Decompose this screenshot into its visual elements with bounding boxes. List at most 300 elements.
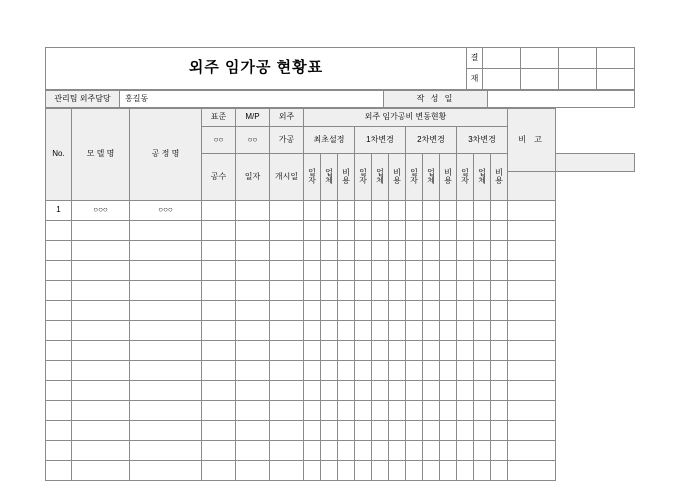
cell-vendor-1[interactable] — [321, 361, 338, 381]
cell-outsourcing[interactable] — [270, 421, 304, 441]
cell-cost-2[interactable] — [389, 341, 406, 361]
cell-cost-4[interactable] — [491, 241, 508, 261]
cell-date-1[interactable] — [304, 381, 321, 401]
cell-remark[interactable] — [508, 341, 556, 361]
table-row[interactable] — [46, 241, 635, 261]
cell-cost-1[interactable] — [338, 281, 355, 301]
cell-mp[interactable] — [236, 221, 270, 241]
cell-no[interactable] — [46, 421, 72, 441]
cell-vendor-1[interactable] — [321, 341, 338, 361]
cell-vendor-2[interactable] — [372, 461, 389, 481]
cell-vendor-3[interactable] — [423, 341, 440, 361]
table-row[interactable] — [46, 301, 635, 321]
cell-cost-4[interactable] — [491, 281, 508, 301]
cell-date-2[interactable] — [355, 341, 372, 361]
cell-date-4[interactable] — [457, 221, 474, 241]
approval-box-4[interactable] — [597, 48, 635, 69]
cell-cost-3[interactable] — [440, 301, 457, 321]
cell-vendor-4[interactable] — [474, 321, 491, 341]
cell-process[interactable] — [130, 301, 202, 321]
approval-sign-1[interactable] — [483, 69, 521, 90]
cell-mp[interactable] — [236, 281, 270, 301]
cell-model[interactable] — [72, 281, 130, 301]
cell-std[interactable] — [202, 281, 236, 301]
cell-std[interactable] — [202, 341, 236, 361]
cell-outsourcing[interactable] — [270, 301, 304, 321]
cell-vendor-2[interactable] — [372, 341, 389, 361]
approval-sign-3[interactable] — [559, 69, 597, 90]
cell-cost-4[interactable] — [491, 321, 508, 341]
cell-std[interactable] — [202, 241, 236, 261]
cell-cost-1[interactable] — [338, 321, 355, 341]
cell-cost-3[interactable] — [440, 441, 457, 461]
cell-cost-1[interactable] — [338, 201, 355, 221]
cell-vendor-4[interactable] — [474, 281, 491, 301]
cell-cost-3[interactable] — [440, 241, 457, 261]
cell-process[interactable] — [130, 421, 202, 441]
cell-vendor-2[interactable] — [372, 301, 389, 321]
cell-cost-2[interactable] — [389, 421, 406, 441]
cell-vendor-3[interactable] — [423, 441, 440, 461]
cell-cost-3[interactable] — [440, 341, 457, 361]
cell-std[interactable] — [202, 321, 236, 341]
table-row[interactable] — [46, 281, 635, 301]
table-row[interactable] — [46, 221, 635, 241]
cell-std[interactable] — [202, 201, 236, 221]
cell-date-4[interactable] — [457, 201, 474, 221]
cell-date-4[interactable] — [457, 281, 474, 301]
cell-vendor-2[interactable] — [372, 281, 389, 301]
cell-date-3[interactable] — [406, 361, 423, 381]
cell-model[interactable] — [72, 421, 130, 441]
cell-process[interactable] — [130, 461, 202, 481]
cell-process[interactable] — [130, 381, 202, 401]
cell-model[interactable] — [72, 321, 130, 341]
cell-outsourcing[interactable] — [270, 441, 304, 461]
cell-date-3[interactable] — [406, 381, 423, 401]
cell-cost-2[interactable] — [389, 261, 406, 281]
cell-cost-2[interactable] — [389, 361, 406, 381]
cell-vendor-3[interactable] — [423, 401, 440, 421]
cell-date-3[interactable] — [406, 261, 423, 281]
cell-outsourcing[interactable] — [270, 241, 304, 261]
cell-vendor-1[interactable] — [321, 221, 338, 241]
cell-cost-4[interactable] — [491, 461, 508, 481]
cell-vendor-1[interactable] — [321, 301, 338, 321]
cell-remark[interactable] — [508, 401, 556, 421]
cell-mp[interactable] — [236, 421, 270, 441]
cell-date-2[interactable] — [355, 281, 372, 301]
cell-vendor-1[interactable] — [321, 321, 338, 341]
cell-date-2[interactable] — [355, 321, 372, 341]
cell-date-1[interactable] — [304, 361, 321, 381]
cell-model[interactable] — [72, 441, 130, 461]
cell-cost-3[interactable] — [440, 261, 457, 281]
cell-date-1[interactable] — [304, 241, 321, 261]
cell-vendor-3[interactable] — [423, 321, 440, 341]
cell-date-4[interactable] — [457, 441, 474, 461]
table-row[interactable] — [46, 461, 635, 481]
cell-mp[interactable] — [236, 261, 270, 281]
cell-vendor-4[interactable] — [474, 381, 491, 401]
table-row[interactable] — [46, 361, 635, 381]
cell-model[interactable]: ○○○ — [72, 201, 130, 221]
cell-process[interactable] — [130, 441, 202, 461]
cell-vendor-2[interactable] — [372, 221, 389, 241]
cell-std[interactable] — [202, 461, 236, 481]
cell-mp[interactable] — [236, 441, 270, 461]
header-sub-date-4: 일 자 — [457, 154, 474, 201]
cell-no[interactable]: 1 — [46, 201, 72, 221]
cell-remark[interactable] — [508, 461, 556, 481]
cell-cost-4[interactable] — [491, 201, 508, 221]
cell-cost-1[interactable] — [338, 241, 355, 261]
cell-vendor-3[interactable] — [423, 461, 440, 481]
cell-std[interactable] — [202, 421, 236, 441]
cell-vendor-1[interactable] — [321, 421, 338, 441]
person-name-field[interactable]: 홍길동 — [120, 91, 384, 108]
cell-mp[interactable] — [236, 241, 270, 261]
cell-remark[interactable] — [508, 441, 556, 461]
cell-cost-3[interactable] — [440, 281, 457, 301]
cell-std[interactable] — [202, 401, 236, 421]
cell-date-1[interactable] — [304, 321, 321, 341]
cell-vendor-1[interactable] — [321, 441, 338, 461]
cell-model[interactable] — [72, 361, 130, 381]
cell-date-4[interactable] — [457, 421, 474, 441]
cell-vendor-2[interactable] — [372, 201, 389, 221]
cell-no[interactable] — [46, 301, 72, 321]
cell-vendor-3[interactable] — [423, 221, 440, 241]
cell-vendor-4[interactable] — [474, 441, 491, 461]
cell-outsourcing[interactable] — [270, 201, 304, 221]
cell-remark[interactable] — [508, 221, 556, 241]
cell-date-1[interactable] — [304, 301, 321, 321]
cell-model[interactable] — [72, 241, 130, 261]
cell-cost-4[interactable] — [491, 301, 508, 321]
cell-cost-4[interactable] — [491, 441, 508, 461]
cell-vendor-3[interactable] — [423, 421, 440, 441]
cell-std[interactable] — [202, 381, 236, 401]
cell-process[interactable] — [130, 221, 202, 241]
cell-date-3[interactable] — [406, 401, 423, 421]
cell-vendor-3[interactable] — [423, 361, 440, 381]
cell-vendor-3[interactable] — [423, 301, 440, 321]
cell-std[interactable] — [202, 221, 236, 241]
cell-vendor-4[interactable] — [474, 241, 491, 261]
cell-vendor-4[interactable] — [474, 361, 491, 381]
cell-date-4[interactable] — [457, 461, 474, 481]
cell-mp[interactable] — [236, 321, 270, 341]
cell-outsourcing[interactable] — [270, 341, 304, 361]
cell-date-2[interactable] — [355, 241, 372, 261]
cell-date-2[interactable] — [355, 221, 372, 241]
cell-date-3[interactable] — [406, 341, 423, 361]
cell-date-1[interactable] — [304, 401, 321, 421]
cell-remark[interactable] — [508, 281, 556, 301]
table-row[interactable] — [46, 441, 635, 461]
cell-cost-1[interactable] — [338, 441, 355, 461]
header-outsourcing: 외주 — [270, 109, 304, 127]
cell-vendor-2[interactable] — [372, 321, 389, 341]
cell-date-2[interactable] — [355, 461, 372, 481]
approval-label-bottom: 재 — [467, 69, 483, 90]
cell-date-4[interactable] — [457, 241, 474, 261]
cell-vendor-3[interactable] — [423, 241, 440, 261]
cell-mp[interactable] — [236, 301, 270, 321]
cell-vendor-1[interactable] — [321, 201, 338, 221]
cell-date-3[interactable] — [406, 441, 423, 461]
cell-cost-1[interactable] — [338, 421, 355, 441]
cell-date-4[interactable] — [457, 301, 474, 321]
cell-cost-2[interactable] — [389, 201, 406, 221]
cell-process[interactable] — [130, 241, 202, 261]
cell-std[interactable] — [202, 301, 236, 321]
cell-cost-1[interactable] — [338, 341, 355, 361]
cell-date-4[interactable] — [457, 341, 474, 361]
cell-cost-1[interactable] — [338, 301, 355, 321]
cell-process[interactable] — [130, 401, 202, 421]
cell-vendor-4[interactable] — [474, 301, 491, 321]
cell-process[interactable] — [130, 361, 202, 381]
cell-vendor-2[interactable] — [372, 381, 389, 401]
cell-remark[interactable] — [508, 261, 556, 281]
cell-date-2[interactable] — [355, 381, 372, 401]
table-row[interactable] — [46, 321, 635, 341]
cell-vendor-4[interactable] — [474, 261, 491, 281]
cell-date-3[interactable] — [406, 461, 423, 481]
cell-model[interactable] — [72, 401, 130, 421]
cell-cost-2[interactable] — [389, 281, 406, 301]
cell-date-3[interactable] — [406, 241, 423, 261]
cell-date-1[interactable] — [304, 441, 321, 461]
approval-sign-2[interactable] — [521, 69, 559, 90]
cell-process[interactable] — [130, 341, 202, 361]
cell-no[interactable] — [46, 441, 72, 461]
approval-sign-4[interactable] — [597, 69, 635, 90]
cell-model[interactable] — [72, 461, 130, 481]
cell-vendor-1[interactable] — [321, 261, 338, 281]
cell-remark[interactable] — [508, 321, 556, 341]
cell-vendor-3[interactable] — [423, 281, 440, 301]
cell-no[interactable] — [46, 461, 72, 481]
cell-date-2[interactable] — [355, 401, 372, 421]
cell-date-1[interactable] — [304, 341, 321, 361]
cell-process[interactable] — [130, 261, 202, 281]
header-sub-vendor-1: 업 체 — [321, 154, 338, 201]
cell-date-3[interactable] — [406, 221, 423, 241]
cell-cost-1[interactable] — [338, 221, 355, 241]
cell-vendor-4[interactable] — [474, 461, 491, 481]
cell-vendor-4[interactable] — [474, 401, 491, 421]
cell-mp[interactable] — [236, 201, 270, 221]
cell-cost-3[interactable] — [440, 461, 457, 481]
cell-cost-1[interactable] — [338, 381, 355, 401]
cell-no[interactable] — [46, 281, 72, 301]
cell-cost-3[interactable] — [440, 381, 457, 401]
cell-no[interactable] — [46, 241, 72, 261]
cell-std[interactable] — [202, 261, 236, 281]
table-row[interactable] — [46, 381, 635, 401]
cell-date-1[interactable] — [304, 281, 321, 301]
cell-mp[interactable] — [236, 361, 270, 381]
cell-vendor-2[interactable] — [372, 361, 389, 381]
cell-vendor-4[interactable] — [474, 201, 491, 221]
cell-vendor-1[interactable] — [321, 381, 338, 401]
cell-vendor-2[interactable] — [372, 441, 389, 461]
cell-date-3[interactable] — [406, 281, 423, 301]
cell-date-4[interactable] — [457, 261, 474, 281]
cell-model[interactable] — [72, 301, 130, 321]
cell-vendor-1[interactable] — [321, 281, 338, 301]
header-change-4: 3차변경 — [457, 127, 508, 154]
cell-cost-2[interactable] — [389, 241, 406, 261]
cell-vendor-4[interactable] — [474, 221, 491, 241]
cell-cost-3[interactable] — [440, 421, 457, 441]
cell-date-3[interactable] — [406, 201, 423, 221]
cell-cost-1[interactable] — [338, 461, 355, 481]
cell-vendor-1[interactable] — [321, 461, 338, 481]
cell-cost-4[interactable] — [491, 341, 508, 361]
cell-date-4[interactable] — [457, 401, 474, 421]
cell-date-1[interactable] — [304, 461, 321, 481]
cell-vendor-4[interactable] — [474, 341, 491, 361]
cell-cost-2[interactable] — [389, 441, 406, 461]
cell-date-4[interactable] — [457, 381, 474, 401]
cell-cost-4[interactable] — [491, 361, 508, 381]
cell-std[interactable] — [202, 361, 236, 381]
cell-cost-1[interactable] — [338, 261, 355, 281]
cell-no[interactable] — [46, 381, 72, 401]
cell-outsourcing[interactable] — [270, 221, 304, 241]
cell-vendor-3[interactable] — [423, 261, 440, 281]
cell-date-1[interactable] — [304, 201, 321, 221]
cell-cost-1[interactable] — [338, 401, 355, 421]
cell-date-3[interactable] — [406, 301, 423, 321]
cell-cost-2[interactable] — [389, 381, 406, 401]
cell-mp[interactable] — [236, 461, 270, 481]
cell-vendor-2[interactable] — [372, 261, 389, 281]
cell-cost-2[interactable] — [389, 301, 406, 321]
cell-no[interactable] — [46, 341, 72, 361]
cell-vendor-1[interactable] — [321, 241, 338, 261]
cell-no[interactable] — [46, 321, 72, 341]
cell-vendor-2[interactable] — [372, 421, 389, 441]
cell-date-2[interactable] — [355, 201, 372, 221]
header-remark-spacer — [556, 154, 635, 172]
cell-no[interactable] — [46, 401, 72, 421]
cell-no[interactable] — [46, 361, 72, 381]
cell-outsourcing[interactable] — [270, 461, 304, 481]
cell-std[interactable] — [202, 441, 236, 461]
cell-date-3[interactable] — [406, 421, 423, 441]
cell-model[interactable] — [72, 381, 130, 401]
cell-date-4[interactable] — [457, 361, 474, 381]
table-row[interactable] — [46, 421, 635, 441]
approval-box-3[interactable] — [559, 48, 597, 69]
cell-date-2[interactable] — [355, 261, 372, 281]
approval-box-2[interactable] — [521, 48, 559, 69]
cell-mp[interactable] — [236, 341, 270, 361]
cell-cost-4[interactable] — [491, 381, 508, 401]
cell-date-2[interactable] — [355, 361, 372, 381]
title-block — [45, 47, 635, 90]
approval-box-1[interactable] — [483, 48, 521, 69]
table-row[interactable] — [46, 201, 635, 221]
cell-outsourcing[interactable] — [270, 261, 304, 281]
grid-body — [46, 201, 635, 481]
cell-date-2[interactable] — [355, 441, 372, 461]
cell-date-3[interactable] — [406, 321, 423, 341]
cell-cost-2[interactable] — [389, 221, 406, 241]
cell-vendor-4[interactable] — [474, 421, 491, 441]
cell-outsourcing[interactable] — [270, 381, 304, 401]
cell-date-2[interactable] — [355, 301, 372, 321]
date-field[interactable] — [488, 91, 635, 108]
cell-cost-2[interactable] — [389, 461, 406, 481]
cell-mp[interactable] — [236, 381, 270, 401]
cell-remark[interactable] — [508, 381, 556, 401]
cell-date-1[interactable] — [304, 261, 321, 281]
cell-remark[interactable] — [508, 241, 556, 261]
cell-remark[interactable] — [508, 201, 556, 221]
cell-vendor-2[interactable] — [372, 401, 389, 421]
header-remark-spacer-2 — [508, 172, 556, 201]
cell-cost-3[interactable] — [440, 201, 457, 221]
cell-vendor-2[interactable] — [372, 241, 389, 261]
cell-model[interactable] — [72, 221, 130, 241]
cell-cost-4[interactable] — [491, 401, 508, 421]
cell-cost-4[interactable] — [491, 421, 508, 441]
cell-date-4[interactable] — [457, 321, 474, 341]
table-row[interactable] — [46, 261, 635, 281]
cell-no[interactable] — [46, 221, 72, 241]
cell-model[interactable] — [72, 341, 130, 361]
cell-cost-2[interactable] — [389, 321, 406, 341]
cell-cost-4[interactable] — [491, 261, 508, 281]
cell-outsourcing[interactable] — [270, 281, 304, 301]
cell-model[interactable] — [72, 261, 130, 281]
cell-process[interactable] — [130, 321, 202, 341]
cell-date-2[interactable] — [355, 421, 372, 441]
cell-cost-4[interactable] — [491, 221, 508, 241]
cell-cost-1[interactable] — [338, 361, 355, 381]
cell-cost-2[interactable] — [389, 401, 406, 421]
table-row[interactable] — [46, 341, 635, 361]
cell-cost-3[interactable] — [440, 321, 457, 341]
cell-remark[interactable] — [508, 301, 556, 321]
cell-outsourcing[interactable] — [270, 361, 304, 381]
cell-remark[interactable] — [508, 421, 556, 441]
cell-vendor-1[interactable] — [321, 401, 338, 421]
cell-outsourcing[interactable] — [270, 321, 304, 341]
cell-cost-3[interactable] — [440, 361, 457, 381]
table-row[interactable] — [46, 401, 635, 421]
cell-date-1[interactable] — [304, 221, 321, 241]
cell-outsourcing[interactable] — [270, 401, 304, 421]
cell-cost-3[interactable] — [440, 221, 457, 241]
cell-no[interactable] — [46, 261, 72, 281]
team-label: 관리팀 외주담당 — [46, 91, 120, 108]
cell-cost-3[interactable] — [440, 401, 457, 421]
cell-mp[interactable] — [236, 401, 270, 421]
cell-process[interactable] — [130, 281, 202, 301]
cell-process[interactable]: ○○○ — [130, 201, 202, 221]
cell-vendor-3[interactable] — [423, 381, 440, 401]
cell-remark[interactable] — [508, 361, 556, 381]
cell-date-1[interactable] — [304, 421, 321, 441]
cell-vendor-3[interactable] — [423, 201, 440, 221]
